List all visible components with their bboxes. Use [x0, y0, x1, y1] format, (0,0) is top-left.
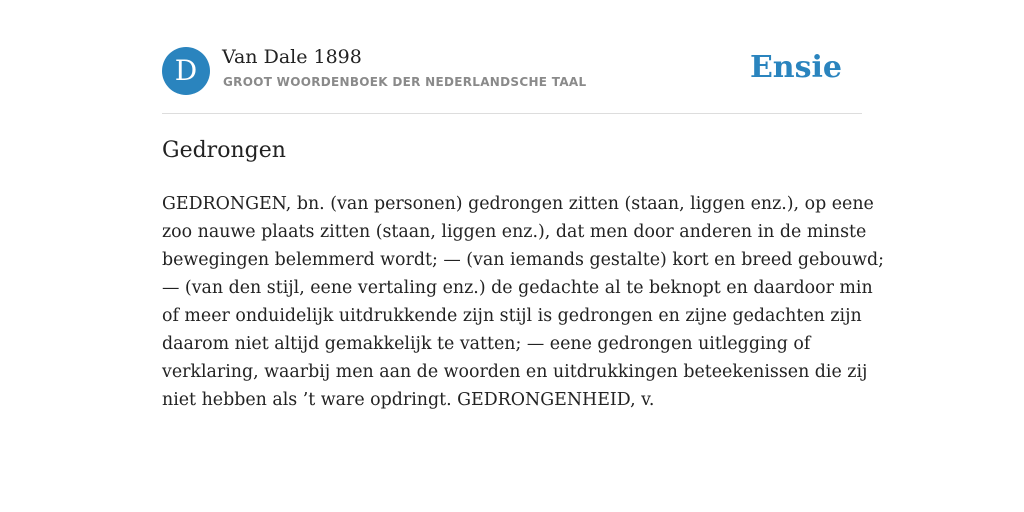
- definition-line: bewegingen belemmerd wordt; — (van iemands gestalte) kort en breed gebouwd;: [162, 250, 884, 270]
- entry-definition: [162, 190, 884, 414]
- definition-line: verklaring, waarbij men aan de woorden en uitdrukkingen beteekenissen die zij: [162, 362, 868, 382]
- source-title[interactable]: Van Dale 1898: [222, 46, 362, 68]
- source-header: [162, 46, 862, 96]
- definition-line: niet hebben als ’t ware opdringt. GEDRONGENHEID, v.: [162, 390, 655, 410]
- definition-line: daarom niet altijd gemakkelijk te vatten; — eene gedrongen uitlegging of: [162, 334, 811, 354]
- ensie-logo[interactable]: Ensie: [749, 50, 842, 85]
- definition-line: zoo nauwe plaats zitten (staan, liggen enz.), dat men door anderen in de minste: [162, 222, 867, 242]
- definition-line: of meer onduidelijk uitdrukkende zijn stijl is gedrongen en zijne gedachten zijn: [162, 306, 862, 326]
- source-avatar[interactable]: D: [162, 47, 210, 95]
- definition-line: GEDRONGEN, bn. (van personen) gedrongen zitten (staan, liggen enz.), op eene: [162, 194, 874, 214]
- definition-line: — (van den stijl, eene vertaling enz.) de gedachte al te beknopt en daardoor min: [162, 278, 873, 298]
- source-subtitle: GROOT WOORDENBOEK DER NEDERLANDSCHE TAAL: [223, 75, 587, 89]
- header-divider: [162, 113, 862, 114]
- entry-headword: Gedrongen: [162, 138, 286, 163]
